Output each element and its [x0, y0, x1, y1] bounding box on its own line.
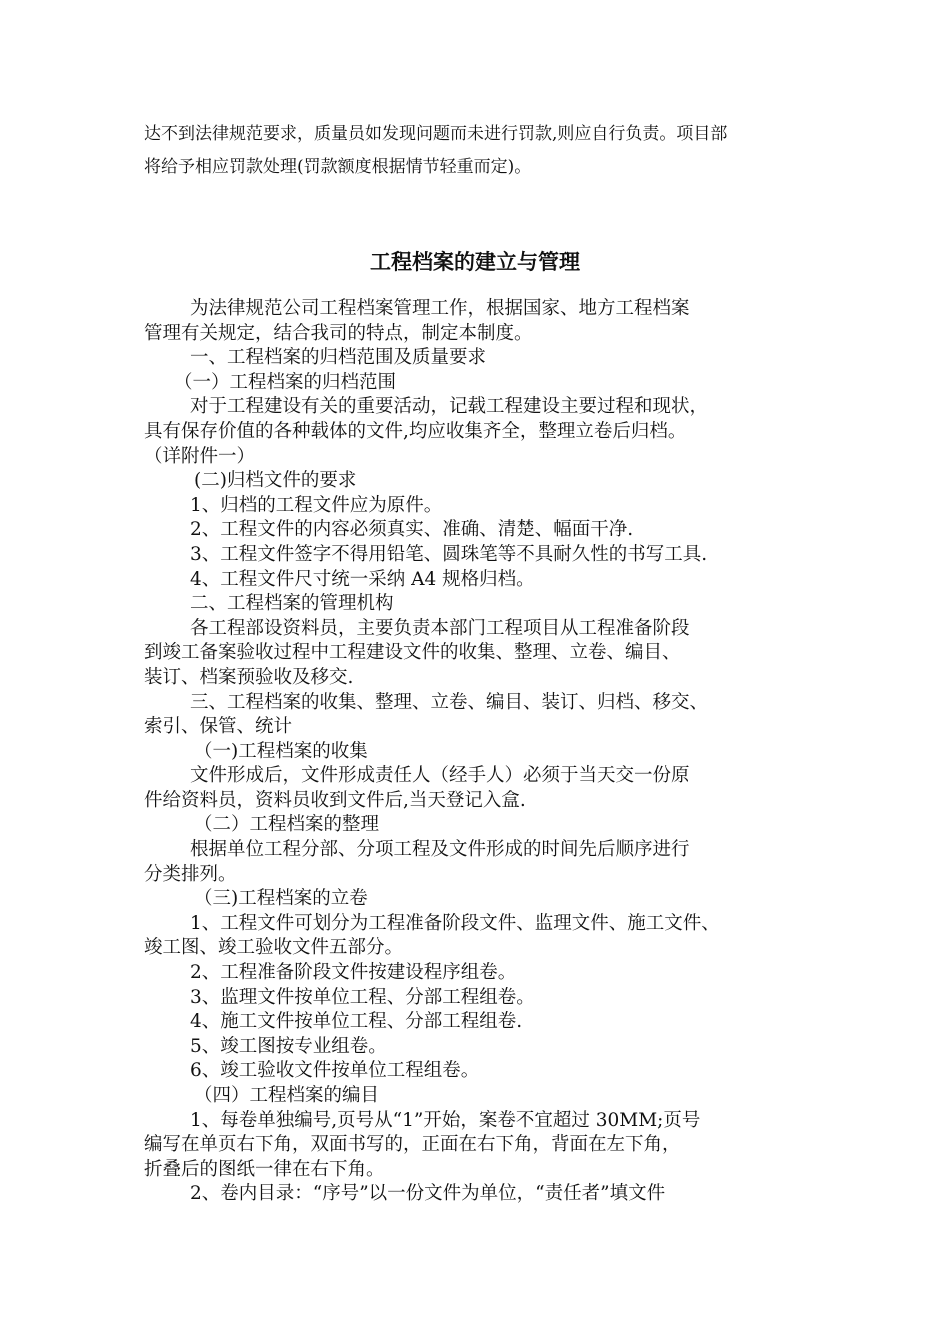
list-item: 4、工程文件尺寸统一采纳 A4 规格归档。	[190, 568, 535, 590]
body-line: 具有保存价值的各种载体的文件,均应收集齐全，整理立卷后归档。	[144, 420, 687, 442]
continuation-paragraph	[144, 118, 824, 184]
section-heading: 一、工程档案的归档范围及质量要求	[190, 347, 487, 369]
paragraph-line: 将给予相应罚款处理(罚款额度根据情节轻重而定)。	[144, 157, 532, 177]
list-item: 6、竣工验收文件按单位工程组卷。	[190, 1060, 480, 1082]
list-item: 3、监理文件按单位工程、分部工程组卷。	[190, 986, 535, 1008]
list-item: 1、工程文件可划分为工程准备阶段文件、监理文件、施工文件、	[190, 912, 720, 934]
body-line: 件给资料员，资料员收到文件后,当天登记入盒.	[144, 789, 526, 811]
section-heading: 三、工程档案的收集、整理、立卷、编目、装订、归档、移交、	[190, 691, 709, 713]
list-item: 5、竣工图按专业组卷。	[190, 1035, 387, 1057]
list-item: 竣工图、竣工验收文件五部分。	[144, 937, 404, 959]
subsection-heading: （四）工程档案的编目	[194, 1085, 380, 1106]
section-heading: 索引、保管、统计	[144, 716, 293, 738]
list-item: 折叠后的图纸一律在右下角。	[144, 1158, 385, 1180]
body-line: 分类排列。	[144, 863, 237, 885]
body-text	[144, 297, 834, 1207]
paragraph-line: 达不到法律规范要求，质量员如发现问题而未进行罚款,则应自行负责。项目部	[144, 124, 728, 144]
section-title: 工程档案的建立与管理	[370, 250, 580, 274]
subsection-heading: （一）工程档案的归档范围	[174, 371, 397, 393]
body-line: 装订、档案预验收及移交.	[144, 666, 354, 688]
subsection-heading: （三)工程档案的立卷	[194, 888, 368, 910]
list-item: 2、卷内目录：“序号”以一份文件为单位，“责任者”填文件	[190, 1183, 666, 1205]
body-line: 各工程部设资料员，主要负责本部门工程项目从工程准备阶段	[190, 617, 690, 639]
body-line: （详附件一）	[144, 445, 256, 467]
body-line: 到竣工备案验收过程中工程建设文件的收集、整理、立卷、编目、	[144, 642, 681, 664]
list-item: 3、工程文件签字不得用铅笔、圆珠笔等不具耐久性的书写工具.	[190, 543, 708, 565]
body-line: 文件形成后，文件形成责任人（经手人）必须于当天交一份原	[190, 765, 690, 787]
list-item: 2、工程准备阶段文件按建设程序组卷。	[190, 962, 517, 984]
body-line: 根据单位工程分部、分项工程及文件形成的时间先后顺序进行	[190, 839, 690, 861]
body-line: 管理有关规定，结合我司的特点，制定本制度。	[144, 322, 533, 344]
list-item: 1、每卷单独编号,页号从“1”开始，案卷不宜超过 30MM;页号	[190, 1109, 701, 1131]
body-line: 对于工程建设有关的重要活动，记载工程建设主要过程和现状，	[190, 396, 709, 418]
list-item: 1、归档的工程文件应为原件。	[190, 494, 443, 516]
list-item: 2、工程文件的内容必须真实、准确、清楚、幅面干净.	[190, 519, 634, 541]
subsection-heading: (二)归档文件的要求	[194, 470, 357, 492]
section-heading: 二、工程档案的管理机构	[190, 593, 394, 615]
subsection-heading: （二）工程档案的整理	[194, 814, 380, 836]
list-item: 4、施工文件按单位工程、分部工程组卷.	[190, 1011, 523, 1033]
list-item: 编写在单页右下角，双面书写的，正面在右下角，背面在左下角，	[144, 1134, 681, 1156]
subsection-heading: （一)工程档案的收集	[194, 740, 368, 762]
body-line: 为法律规范公司工程档案管理工作，根据国家、地方工程档案	[190, 298, 690, 319]
